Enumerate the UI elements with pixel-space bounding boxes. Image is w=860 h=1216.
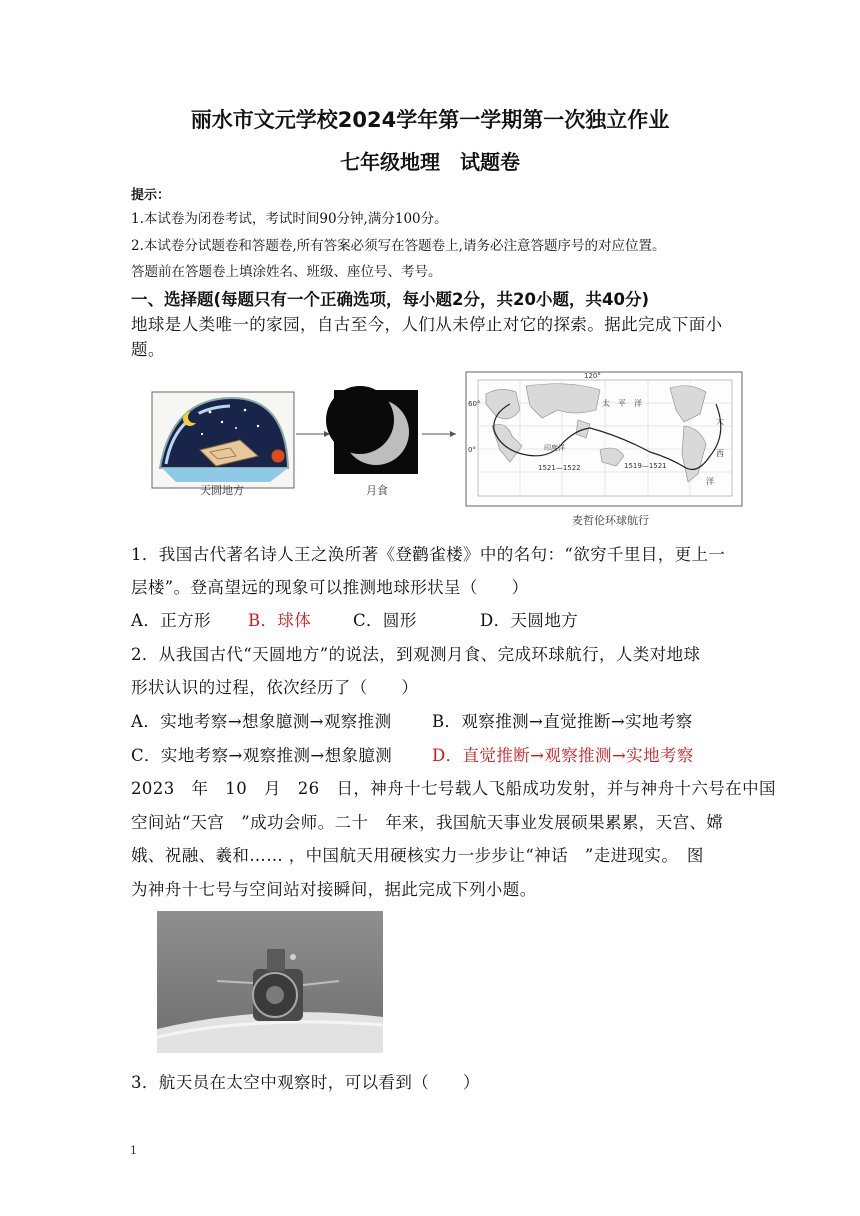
- magellan-voyage-map: [466, 372, 742, 506]
- intro-line-1: 地球是人类唯一的家园，自古至今，人们从未停止对它的探索。据此完成下面小: [131, 315, 723, 334]
- q2-stem-line-1: 2．从我国古代“天圆地方”的说法，到观测月食、完成环球航行，人类对地球: [131, 645, 701, 664]
- map-year-label: 1521—1522: [538, 464, 581, 472]
- caption-tianyuan: 天圆地方: [200, 484, 244, 497]
- map-region-label: 洋: [706, 477, 714, 486]
- figure-svg: [150, 364, 750, 530]
- passage-line-4: 为神舟十七号与空间站对接瞬间，据此完成下列小题。: [131, 880, 537, 899]
- docking-photo: [157, 911, 383, 1053]
- q2-option-a: A．实地考察→想象臆测→观察推测: [131, 712, 392, 731]
- q1-option-d: D．天圆地方: [480, 611, 579, 630]
- q1-stem-line-1: 1．我国古代著名诗人王之涣所著《登鹳雀楼》中的名句：“欲穷千里目，更上一: [131, 545, 726, 564]
- map-year-label: 1519—1521: [624, 462, 667, 470]
- q2-stem-line-2: 形状认识的过程，依次经历了（ ）: [131, 678, 419, 697]
- passage-line-1: 2023 年 10 月 26 日，神舟十七号载人飞船成功发射，并与神舟十六号在中国: [131, 779, 776, 798]
- docking-photo-svg: [157, 911, 383, 1053]
- intro-line-2: 题。: [131, 340, 165, 359]
- q2-option-c: C．实地考察→观察推测→想象臆测: [131, 746, 393, 765]
- tianyuan-difang-illustration: [152, 392, 294, 488]
- map-lat-label: 60°: [468, 400, 481, 408]
- caption-lunar-eclipse: 月食: [366, 484, 388, 497]
- passage-line-3: 娥、祝融、羲和…… ，中国航天用硬核实力一步步让“神话 ”走进现实。 图: [131, 846, 704, 865]
- q1-option-a: A．正方形: [131, 611, 211, 630]
- map-region-label: 洋: [634, 399, 642, 408]
- tips-label: 提示：: [131, 188, 171, 203]
- section-heading: 一、选择题(每题只有一个正确选项，每小题2分，共20小题，共40分): [131, 290, 649, 309]
- tip-line-3: 答题前在答题卷上填涂姓名、班级、座位号、考号。: [131, 264, 442, 280]
- q1-option-c: C．圆形: [353, 611, 417, 630]
- map-region-label: 平: [618, 399, 626, 408]
- q1-option-b-answer: B．球体: [248, 611, 312, 630]
- q2-option-b: B．观察推测→直觉推断→实地考察: [432, 712, 693, 731]
- caption-magellan: 麦哲伦环球航行: [572, 514, 649, 527]
- q3-stem: 3．航天员在太空中观察时，可以看到（ ）: [131, 1073, 480, 1092]
- page-number: 1: [130, 1144, 137, 1157]
- q2-option-d-answer: D．直觉推断→观察推测→实地考察: [432, 746, 694, 765]
- map-lat-label: 0°: [468, 446, 476, 454]
- page-title: 丽水市文元学校2024学年第一学期第一次独立作业: [190, 108, 670, 132]
- figure-earth-shape: [150, 364, 750, 530]
- map-lon-label: 120°: [584, 372, 601, 380]
- q1-stem-line-2: 层楼”。登高望远的现象可以推测地球形状呈（ ）: [131, 578, 529, 597]
- lunar-eclipse-photo: [326, 386, 418, 474]
- map-region-label: 大: [716, 417, 724, 426]
- map-region-label: 太: [602, 399, 610, 408]
- passage-line-2: 空间站“天宫 ”成功会师。二十 年来，我国航天事业发展硕果累累，天宫、嫦: [131, 813, 724, 832]
- page-subtitle: 七年级地理 试题卷: [340, 150, 520, 174]
- map-region-label: 西: [716, 449, 724, 458]
- map-region-label: 印度洋: [544, 444, 565, 452]
- tip-line-2: 2.本试卷分试题卷和答题卷,所有答案必须写在答题卷上,请务必注意答题序号的对应位置。: [131, 238, 666, 254]
- tip-line-1: 1.本试卷为闭卷考试，考试时间90分钟,满分100分。: [131, 211, 448, 227]
